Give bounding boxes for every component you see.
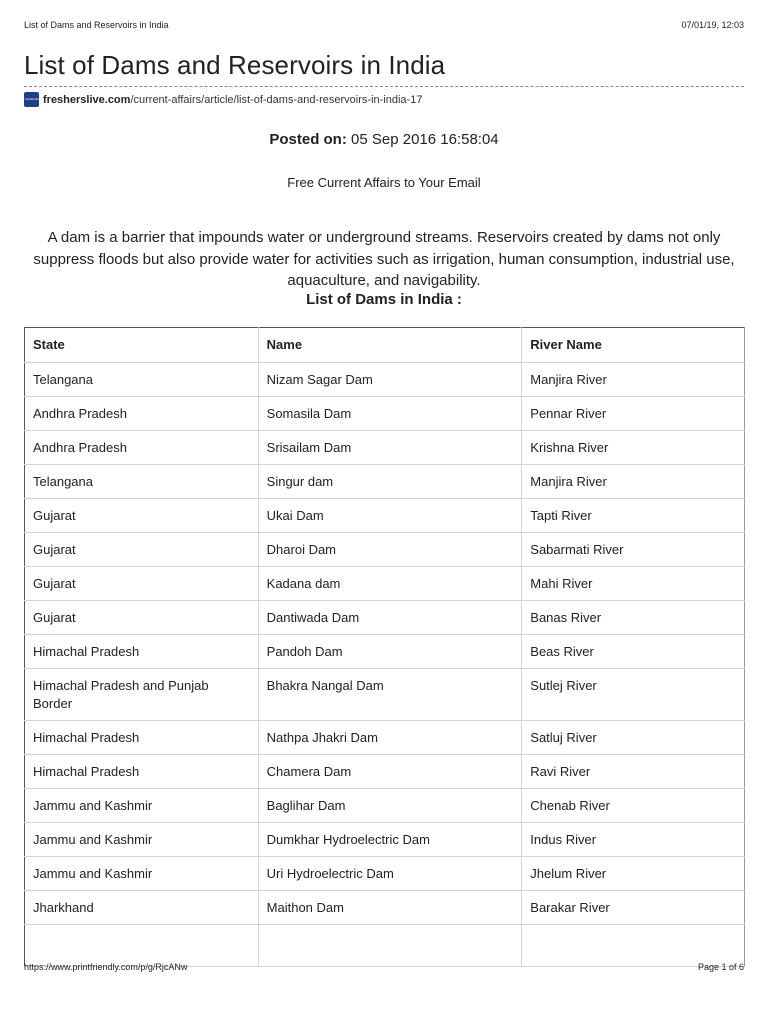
cell-river-name: Jhelum River [522, 857, 745, 891]
print-header-datetime: 07/01/19, 12:03 [681, 20, 744, 30]
page-number: Page 1 of 6 [697, 962, 744, 972]
table-row [25, 891, 745, 925]
cell-dam-name: Pandoh Dam [258, 635, 522, 669]
source-domain[interactable]: fresherslive.com [43, 93, 131, 106]
cell-dam-name: Dantiwada Dam [258, 601, 522, 635]
cell-state: Gujarat [25, 567, 259, 601]
table-row [25, 397, 745, 431]
cell-river-name: Tapti River [522, 499, 745, 533]
cell-state: Jammu and Kashmir [25, 857, 259, 891]
cell-state: Himachal Pradesh [25, 635, 259, 669]
cell-state: Gujarat [25, 533, 259, 567]
posted-date: 05 Sep 2016 16:58:04 [351, 131, 499, 148]
print-footer [24, 962, 744, 972]
cell-river-name: Sabarmati River [522, 533, 745, 567]
cell-river-name: Mahi River [522, 567, 745, 601]
source-path[interactable]: /current-affairs/article/list-of-dams-and-reservoirs-in-india-17 [130, 93, 423, 106]
cell-dam-name: Baglihar Dam [258, 789, 522, 823]
cell-dam-name: Nathpa Jhakri Dam [258, 721, 522, 755]
posted-on [0, 131, 768, 148]
title-divider [24, 86, 744, 87]
print-header [24, 20, 744, 30]
cell-river-name: Satluj River [522, 721, 745, 755]
cell-state: Himachal Pradesh [25, 755, 259, 789]
free-current-affairs-link[interactable]: Free Current Affairs to Your Email [287, 175, 481, 190]
table-row [25, 499, 745, 533]
cell-dam-name: Kadana dam [258, 567, 522, 601]
empty-cell [522, 925, 745, 967]
cell-state: Jammu and Kashmir [25, 823, 259, 857]
cell-river-name: Chenab River [522, 789, 745, 823]
cell-river-name: Krishna River [522, 431, 745, 465]
table-row [25, 721, 745, 755]
cell-river-name: Barakar River [522, 891, 745, 925]
cell-dam-name: Nizam Sagar Dam [258, 363, 522, 397]
cell-state: Jammu and Kashmir [25, 789, 259, 823]
table-row [25, 567, 745, 601]
empty-cell [25, 925, 259, 967]
table-row [25, 601, 745, 635]
cell-state: Andhra Pradesh [25, 431, 259, 465]
site-favicon-icon [24, 92, 39, 107]
cell-dam-name: Ukai Dam [258, 499, 522, 533]
dams-table [24, 327, 745, 967]
list-heading: List of Dams in India : [306, 291, 462, 308]
table-row-empty [25, 925, 745, 967]
cell-dam-name: Dumkhar Hydroelectric Dam [258, 823, 522, 857]
table-row [25, 823, 745, 857]
cell-river-name: Pennar River [522, 397, 745, 431]
cell-state: Himachal Pradesh [25, 721, 259, 755]
table-row [25, 789, 745, 823]
table-row [25, 635, 745, 669]
table-row [25, 363, 745, 397]
cell-river-name: Ravi River [522, 755, 745, 789]
source-link[interactable] [24, 92, 422, 107]
cell-dam-name: Somasila Dam [258, 397, 522, 431]
cell-state: Gujarat [25, 601, 259, 635]
print-footer-url: https://www.printfriendly.com/p/g/RjcANw [24, 962, 188, 972]
print-header-title: List of Dams and Reservoirs in India [24, 20, 169, 30]
cell-state: Jharkhand [25, 891, 259, 925]
cell-state: Himachal Pradesh and Punjab Border [25, 669, 259, 721]
cell-dam-name: Uri Hydroelectric Dam [258, 857, 522, 891]
cell-river-name: Sutlej River [522, 669, 745, 721]
cell-dam-name: Singur dam [258, 465, 522, 499]
cell-dam-name: Dharoi Dam [258, 533, 522, 567]
empty-cell [258, 925, 522, 967]
table-row [25, 857, 745, 891]
cell-state: Andhra Pradesh [25, 397, 259, 431]
cell-dam-name: Bhakra Nangal Dam [258, 669, 522, 721]
column-header-river: River Name [522, 328, 745, 363]
cell-river-name: Beas River [522, 635, 745, 669]
table-header-row [25, 328, 745, 363]
table-row [25, 431, 745, 465]
posted-label: Posted on: [269, 131, 347, 148]
table-row [25, 533, 745, 567]
intro-paragraph: A dam is a barrier that impounds water or underground streams. Reservoirs created by dams not only suppress floods but also provide water for activities such as irrigation, human consumption, industrial use, aquaculture, and navigability. [33, 229, 735, 289]
cell-river-name: Banas River [522, 601, 745, 635]
page-title: List of Dams and Reservoirs in India [24, 50, 446, 80]
favicon-text: fresherslive [25, 97, 41, 101]
table-row [25, 465, 745, 499]
cell-state: Telangana [25, 363, 259, 397]
table-row [25, 755, 745, 789]
cell-state: Gujarat [25, 499, 259, 533]
cell-dam-name: Chamera Dam [258, 755, 522, 789]
cell-dam-name: Maithon Dam [258, 891, 522, 925]
table-row [25, 669, 745, 721]
column-header-name: Name [258, 328, 522, 363]
column-header-state: State [25, 328, 259, 363]
cell-dam-name: Srisailam Dam [258, 431, 522, 465]
cell-state: Telangana [25, 465, 259, 499]
cell-river-name: Indus River [522, 823, 745, 857]
cell-river-name: Manjira River [522, 363, 745, 397]
cell-river-name: Manjira River [522, 465, 745, 499]
